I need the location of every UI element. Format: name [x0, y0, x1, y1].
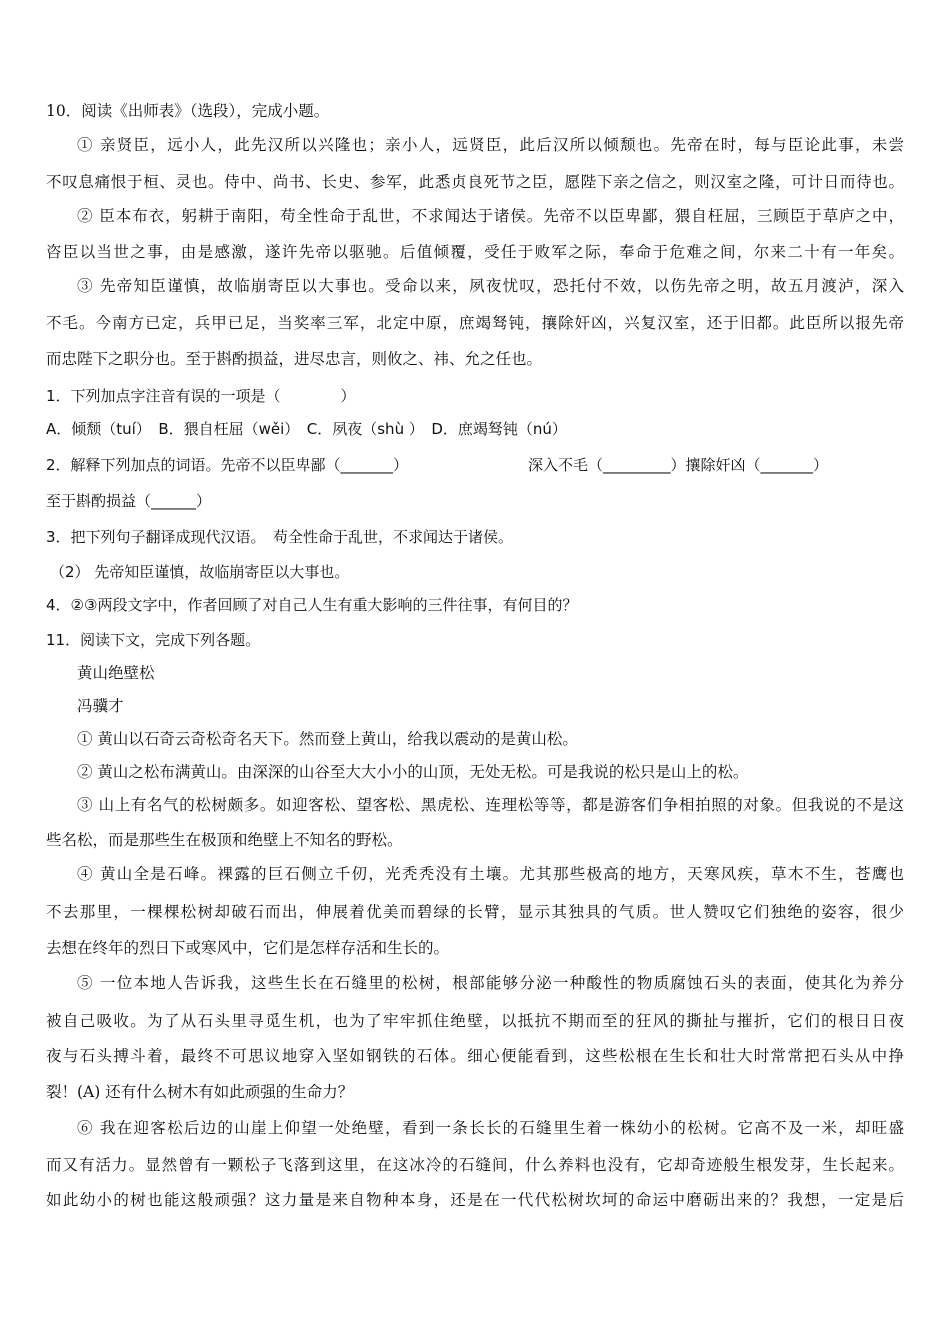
- subq2-part-b: 深入不毛（_________）攘除奸凶（_______）: [528, 456, 829, 474]
- article-p5-line3: 夜与石头搏斗着，最终不可思议地穿入坚如钢铁的石体。细心便能看到，这些松根在生长和壮大时常常把石头从中挣: [46, 1047, 904, 1065]
- article-p5-line2: 被自己吸收。为了从石头里寻觅生机，也为了牢牢抓住绝壁，以抵抗不期而至的狂风的撕扯与摧折，它们的根日日夜: [46, 1012, 904, 1030]
- article-p2: ② 黄山之松布满黄山。由深深的山谷至大大小小的山顶，无处无松。可是我说的松只是山上的松。: [77, 763, 749, 781]
- subq2-part-a: 2．解释下列加点的词语。先帝不以臣卑鄙（_______）: [46, 456, 409, 474]
- passage-p3-line2: 不毛。今南方已定，兵甲已足，当奖率三军，北定中原，庶竭驽钝，攘除奸凶，兴复汉室，还于旧都。此臣所以报先帝: [46, 314, 904, 332]
- article-p3-line2: 些名松，而是那些生在极顶和绝壁上不知名的野松。: [46, 831, 403, 849]
- article-p5-line4: 裂！(A) 还有什么树木有如此顽强的生命力？: [46, 1083, 354, 1101]
- subq3-item2: （2） 先帝知臣谨慎，故临崩寄臣以大事也。: [50, 563, 350, 581]
- q11-heading: 11．阅读下文，完成下列各题。: [46, 631, 261, 649]
- article-author: 冯骥才: [77, 697, 124, 715]
- article-p5-line1: ⑤ 一位本地人告诉我，这些生长在石缝里的松树，根部能够分泌一种酸性的物质腐蚀石头的表面，使其化为养分: [77, 974, 904, 992]
- article-p6-line2: 而又有活力。显然曾有一颗松子飞落到这里，在这冰冷的石缝间，什么养料也没有，它却奇迹般生根发芽，生长起来。: [46, 1156, 904, 1174]
- article-p3-line1: ③ 山上有名气的松树颇多。如迎客松、望客松、黑虎松、连理松等等，都是游客们争相拍照的对象。但我说的不是这: [77, 796, 904, 814]
- article-p1: ① 黄山以石奇云奇松奇名天下。然而登上黄山，给我以震动的是黄山松。: [77, 730, 578, 748]
- passage-p1-line1: ① 亲贤臣，远小人，此先汉所以兴隆也；亲小人，远贤臣，此后汉所以倾颓也。先帝在时，每与臣论此事，未尝: [77, 136, 904, 154]
- article-p4-line1: ④ 黄山全是石峰。裸露的巨石侧立千仞，光秃秃没有土壤。尤其那些极高的地方，天寒风疾，草木不生，苍鹰也: [77, 865, 904, 883]
- subq2-part-c: 至于斟酌损益（______）: [46, 492, 212, 510]
- passage-p3-line3: 而忠陛下之职分也。至于斟酌损益，进尽忠言，则攸之、祎、允之任也。: [46, 350, 543, 368]
- subq1: 1．下列加点字注音有误的一项是（ ）: [46, 387, 356, 405]
- passage-p2-line1: ② 臣本布衣，躬耕于南阳，苟全性命于乱世，不求闻达于诸侯。先帝不以臣卑鄙，猥自枉屈，三顾臣于草庐之中，: [77, 207, 904, 225]
- subq3: 3．把下列句子翻译成现代汉语。 苟全性命于乱世，不求闻达于诸侯。: [46, 528, 514, 546]
- subq4: 4．②③两段文字中，作者回顾了对自己人生有重大影响的三件往事，有何目的？: [46, 596, 578, 614]
- passage-p2-line2: 咨臣以当世之事，由是感激，遂许先帝以驱驰。后值倾覆，受任于败军之际，奉命于危难之间，尔来二十有一年矣。: [46, 243, 904, 261]
- article-p6-line1: ⑥ 我在迎客松后边的山崖上仰望一处绝壁，看到一条长长的石缝里生着一株幼小的松树。它高不及一米，却旺盛: [77, 1119, 904, 1137]
- passage-p3-line1: ③ 先帝知臣谨慎，故临崩寄臣以大事也。受命以来，夙夜忧叹，恐托付不效，以伤先帝之明，故五月渡泸，深入: [77, 277, 904, 295]
- article-p4-line2: 不去那里，一棵棵松树却破石而出，伸展着优美而碧绿的长臂，显示其独具的气质。世人赞叹它们独绝的姿容，很少: [46, 903, 904, 921]
- q10-heading: 10．阅读《出师表》（选段），完成小题。: [46, 102, 330, 120]
- article-p4-line3: 去想在终年的烈日下或寒风中，它们是怎样存活和生长的。: [46, 939, 450, 957]
- subq1-options: A．倾颓（tuí） B．猥自枉屈（wěi） C．夙夜（shù ） D．庶竭驽钝（nú）: [46, 420, 567, 438]
- article-title: 黄山绝壁松: [77, 664, 155, 682]
- article-p6-line3: 如此幼小的树也能这般顽强？这力量是来自物种本身，还是在一代代松树坎坷的命运中磨砺出来的？我想，一定是后: [46, 1191, 904, 1209]
- passage-p1-line2: 不叹息痛恨于桓、灵也。侍中、尚书、长史、参军，此悉贞良死节之臣，愿陛下亲之信之，则汉室之隆，可计日而待也。: [46, 173, 904, 191]
